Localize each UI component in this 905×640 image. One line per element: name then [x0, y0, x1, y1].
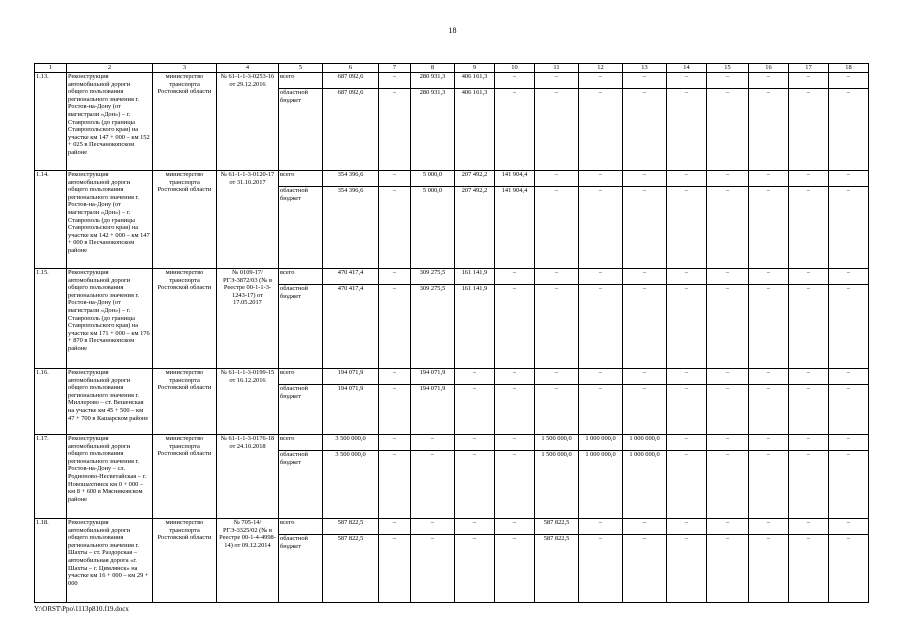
cell-value: –	[789, 519, 829, 535]
cell-value: –	[535, 187, 579, 269]
cell-value: –	[623, 269, 667, 285]
cell-value: –	[579, 519, 623, 535]
cell-value: –	[495, 435, 535, 451]
column-header: 5	[279, 64, 323, 73]
cell-value: –	[455, 451, 495, 519]
cell-value: –	[623, 535, 667, 603]
cell-name: Реконструкция автомобильной дороги общего пользования регионального значения г. Ростов-на-Дону (от магистрали «Дон») – г. Ставрополь (до границы Ставропольского края) на участке км 171 + 000 – км 176 + 870 в Песчанокопском районе	[67, 269, 153, 369]
cell-org: министерство транспорта Ростовской области	[153, 269, 217, 369]
cell-value: –	[379, 187, 411, 269]
cell-value: –	[535, 269, 579, 285]
cell-value: 207 492,2	[455, 171, 495, 187]
cell-value: –	[579, 187, 623, 269]
cell-value: –	[535, 385, 579, 435]
table-row	[35, 369, 869, 385]
cell-value: –	[379, 519, 411, 535]
cell-value: –	[707, 435, 749, 451]
cell-value: –	[789, 451, 829, 519]
cell-value: –	[707, 89, 749, 171]
column-header: 3	[153, 64, 217, 73]
column-header: 1	[35, 64, 67, 73]
cell-value: –	[455, 519, 495, 535]
cell-num: 1.13.	[35, 73, 67, 171]
cell-value: –	[789, 171, 829, 187]
cell-value: –	[535, 89, 579, 171]
cell-value: –	[829, 535, 869, 603]
cell-value: 194 071,9	[411, 385, 455, 435]
cell-value: –	[707, 285, 749, 369]
cell-value: 141 904,4	[495, 171, 535, 187]
cell-value: –	[379, 269, 411, 285]
cell-value: –	[495, 269, 535, 285]
cell-value: –	[495, 73, 535, 89]
cell-value: –	[829, 369, 869, 385]
cell-name: Реконструкция автомобильной дороги общего пользования регионального значения г. Шахты – ст. Раздорская – автомобильная дорога «г. Шахты – г. Цимлянск» на участке км 16 + 000 – км 29 + 000	[67, 519, 153, 603]
cell-doc: № 61-1-1-3-0176-18 от 24.10.2018	[217, 435, 279, 519]
column-header: 16	[749, 64, 789, 73]
cell-value: 354 396,6	[323, 171, 379, 187]
cell-value: 470 417,4	[323, 285, 379, 369]
cell-value: –	[495, 89, 535, 171]
cell-value: –	[379, 89, 411, 171]
cell-name: Реконструкция автомобильной дороги общего пользования регионального значения г. Ростов-на-Дону – сл. Родионово-Несветайская – г. Новошахтинск км 0 + 000 – км 8 + 600 в Мясниковском районе	[67, 435, 153, 519]
column-header: 9	[455, 64, 495, 73]
cell-value: –	[789, 385, 829, 435]
cell-funding-source: всего	[279, 519, 323, 535]
cell-org: министерство транспорта Ростовской области	[153, 435, 217, 519]
cell-funding-source: областной бюджет	[279, 451, 323, 519]
cell-value: –	[829, 451, 869, 519]
cell-value: –	[535, 285, 579, 369]
cell-value: 406 161,3	[455, 73, 495, 89]
cell-num: 1.18.	[35, 519, 67, 603]
cell-value: –	[707, 385, 749, 435]
cell-value: –	[707, 187, 749, 269]
cell-value: 280 931,3	[411, 73, 455, 89]
cell-value: –	[789, 285, 829, 369]
cell-num: 1.14.	[35, 171, 67, 269]
column-header: 4	[217, 64, 279, 73]
cell-doc: № 0109-17/РГЭ-3872/03 (№ в Реестре 00-1-1-3-1243-17) от 17.05.2017	[217, 269, 279, 369]
cell-value: –	[707, 269, 749, 285]
cell-value: 3 500 000,0	[323, 435, 379, 451]
cell-value: –	[749, 385, 789, 435]
cell-org: министерство транспорта Ростовской области	[153, 519, 217, 603]
cell-value: –	[667, 519, 707, 535]
cell-value: –	[789, 73, 829, 89]
column-header: 13	[623, 64, 667, 73]
cell-value: –	[495, 519, 535, 535]
cell-value: –	[667, 285, 707, 369]
cell-value: 141 904,4	[495, 187, 535, 269]
cell-funding-source: областной бюджет	[279, 89, 323, 171]
cell-value: –	[707, 73, 749, 89]
cell-value: –	[829, 171, 869, 187]
cell-funding-source: областной бюджет	[279, 187, 323, 269]
cell-value: –	[707, 535, 749, 603]
cell-value: –	[829, 285, 869, 369]
cell-value: –	[379, 535, 411, 603]
table-row	[35, 435, 869, 451]
cell-value: –	[667, 385, 707, 435]
cell-value: –	[455, 435, 495, 451]
cell-value: –	[749, 285, 789, 369]
column-header: 11	[535, 64, 579, 73]
cell-value: –	[623, 519, 667, 535]
cell-value: –	[379, 435, 411, 451]
cell-value: –	[667, 171, 707, 187]
cell-value: –	[667, 187, 707, 269]
cell-value: –	[829, 385, 869, 435]
cell-doc: № 61-1-1-3-0199-15 от 16.12.2016	[217, 369, 279, 435]
cell-value: –	[707, 451, 749, 519]
cell-value: –	[579, 285, 623, 369]
cell-value: 161 141,9	[455, 269, 495, 285]
cell-value: –	[379, 171, 411, 187]
cell-value: –	[379, 285, 411, 369]
cell-value: –	[495, 451, 535, 519]
cell-value: –	[579, 171, 623, 187]
cell-value: –	[667, 89, 707, 171]
cell-value: 1 000 000,0	[623, 451, 667, 519]
cell-name: Реконструкция автомобильной дороги общего пользования регионального значения г. Миллерово – ст. Вешенская на участке км 45 + 500 – км 47 + 700 в Кашарском районе	[67, 369, 153, 435]
cell-funding-source: областной бюджет	[279, 535, 323, 603]
cell-doc: № 705-14/РГЭ-3325/02 (№ в Реестре 00-1-4-4998-14) от 09.12.2014	[217, 519, 279, 603]
cell-value: –	[749, 187, 789, 269]
column-header: 14	[667, 64, 707, 73]
cell-value: –	[455, 369, 495, 385]
cell-funding-source: всего	[279, 369, 323, 385]
cell-value: 194 071,9	[323, 385, 379, 435]
cell-value: –	[749, 171, 789, 187]
table-row	[35, 73, 869, 89]
cell-value: 5 000,0	[411, 171, 455, 187]
cell-value: –	[379, 369, 411, 385]
cell-funding-source: всего	[279, 269, 323, 285]
file-path: Y:\ORST\Ppo\1113p810.f19.docx	[34, 605, 129, 613]
cell-value: –	[789, 269, 829, 285]
cell-value: –	[379, 451, 411, 519]
cell-value: –	[495, 285, 535, 369]
cell-value: –	[749, 535, 789, 603]
cell-value: 1 000 000,0	[579, 435, 623, 451]
cell-value: –	[623, 187, 667, 269]
cell-value: –	[667, 435, 707, 451]
cell-value: 309 275,5	[411, 285, 455, 369]
cell-value: –	[579, 73, 623, 89]
cell-value: –	[749, 89, 789, 171]
cell-value: –	[411, 451, 455, 519]
column-header: 17	[789, 64, 829, 73]
cell-value: 687 092,6	[323, 89, 379, 171]
cell-value: –	[411, 435, 455, 451]
cell-value: –	[623, 73, 667, 89]
cell-value: –	[455, 535, 495, 603]
cell-value: –	[495, 535, 535, 603]
cell-value: –	[623, 89, 667, 171]
cell-value: –	[495, 385, 535, 435]
table-body	[35, 73, 869, 603]
cell-value: –	[667, 451, 707, 519]
cell-value: –	[789, 89, 829, 171]
cell-value: –	[535, 73, 579, 89]
cell-value: –	[749, 369, 789, 385]
cell-org: министерство транспорта Ростовской области	[153, 73, 217, 171]
column-header: 10	[495, 64, 535, 73]
cell-value: –	[579, 269, 623, 285]
cell-value: –	[749, 435, 789, 451]
cell-value: –	[829, 187, 869, 269]
cell-value: –	[623, 285, 667, 369]
cell-value: –	[623, 369, 667, 385]
cell-value: 1 500 000,0	[535, 451, 579, 519]
cell-value: 1 500 000,0	[535, 435, 579, 451]
cell-value: –	[789, 535, 829, 603]
cell-value: –	[667, 73, 707, 89]
cell-name: Реконструкция автомобильной дороги общего пользования регионального значения г. Ростов-на-Дону (от магистрали «Дон») – г. Ставрополь (до границы Ставропольского края) на участке км 142 + 000 – км 147 + 000 в Песчанокопском районе	[67, 171, 153, 269]
table-row	[35, 269, 869, 285]
cell-value: –	[749, 451, 789, 519]
cell-value: –	[667, 369, 707, 385]
column-header: 15	[707, 64, 749, 73]
cell-value: 3 500 000,0	[323, 451, 379, 519]
cell-value: –	[707, 369, 749, 385]
table-row	[35, 519, 869, 535]
cell-value: –	[789, 187, 829, 269]
cell-value: –	[829, 73, 869, 89]
cell-value: 687 092,6	[323, 73, 379, 89]
cell-value: 587 822,5	[535, 519, 579, 535]
cell-value: –	[579, 89, 623, 171]
cell-value: 587 822,5	[535, 535, 579, 603]
cell-value: –	[829, 519, 869, 535]
cell-num: 1.17.	[35, 435, 67, 519]
cell-value: –	[579, 535, 623, 603]
cell-value: 587 822,5	[323, 535, 379, 603]
table-row	[35, 171, 869, 187]
cell-funding-source: областной бюджет	[279, 385, 323, 435]
cell-value: 194 071,9	[411, 369, 455, 385]
cell-value: –	[829, 89, 869, 171]
cell-value: –	[455, 385, 495, 435]
cell-value: –	[411, 519, 455, 535]
cell-num: 1.16.	[35, 369, 67, 435]
cell-funding-source: всего	[279, 171, 323, 187]
page-number: 18	[448, 26, 457, 35]
cell-doc: № 61-1-1-3-0253-16 от 29.12.2016	[217, 73, 279, 171]
cell-value: –	[829, 269, 869, 285]
cell-value: 587 822,5	[323, 519, 379, 535]
cell-value: –	[749, 73, 789, 89]
cell-name: Реконструкция автомобильной дороги общего пользования регионального значения г. Ростов-на-Дону (от магистрали «Дон») – г. Ставрополь (до границы Ставропольского края) на участке км 147 + 000 – км 152 + 025 в Песчанокопском районе	[67, 73, 153, 171]
cell-funding-source: областной бюджет	[279, 285, 323, 369]
cell-value: 354 396,6	[323, 187, 379, 269]
cell-value: 309 275,5	[411, 269, 455, 285]
cell-value: –	[623, 385, 667, 435]
cell-funding-source: всего	[279, 435, 323, 451]
cell-value: –	[623, 171, 667, 187]
cell-value: 1 000 000,0	[579, 451, 623, 519]
cell-value: 280 931,3	[411, 89, 455, 171]
cell-value: –	[379, 73, 411, 89]
cell-value: –	[829, 435, 869, 451]
column-number-row	[35, 64, 869, 73]
cell-value: 406 161,3	[455, 89, 495, 171]
cell-value: 194 071,9	[323, 369, 379, 385]
cell-value: 207 492,2	[455, 187, 495, 269]
cell-value: –	[789, 369, 829, 385]
cell-value: –	[579, 385, 623, 435]
cell-value: 1 000 000,0	[623, 435, 667, 451]
cell-value: 470 417,4	[323, 269, 379, 285]
cell-value: –	[667, 269, 707, 285]
cell-org: министерство транспорта Ростовской области	[153, 369, 217, 435]
cell-value: –	[379, 385, 411, 435]
column-header: 12	[579, 64, 623, 73]
column-header: 18	[829, 64, 869, 73]
cell-doc: № 61-1-1-3-0120-17 от 31.10.2017	[217, 171, 279, 269]
program-table	[34, 63, 869, 603]
column-header: 6	[323, 64, 379, 73]
cell-value: –	[667, 535, 707, 603]
cell-value: –	[749, 269, 789, 285]
cell-value: –	[579, 369, 623, 385]
cell-value: –	[707, 519, 749, 535]
cell-value: 5 000,0	[411, 187, 455, 269]
cell-value: –	[411, 535, 455, 603]
cell-value: –	[535, 171, 579, 187]
cell-num: 1.15.	[35, 269, 67, 369]
column-header: 2	[67, 64, 153, 73]
cell-value: –	[495, 369, 535, 385]
cell-org: министерство транспорта Ростовской области	[153, 171, 217, 269]
cell-value: –	[707, 171, 749, 187]
cell-value: 161 141,9	[455, 285, 495, 369]
column-header: 7	[379, 64, 411, 73]
cell-funding-source: всего	[279, 73, 323, 89]
cell-value: –	[749, 519, 789, 535]
column-header: 8	[411, 64, 455, 73]
cell-value: –	[535, 369, 579, 385]
cell-value: –	[789, 435, 829, 451]
